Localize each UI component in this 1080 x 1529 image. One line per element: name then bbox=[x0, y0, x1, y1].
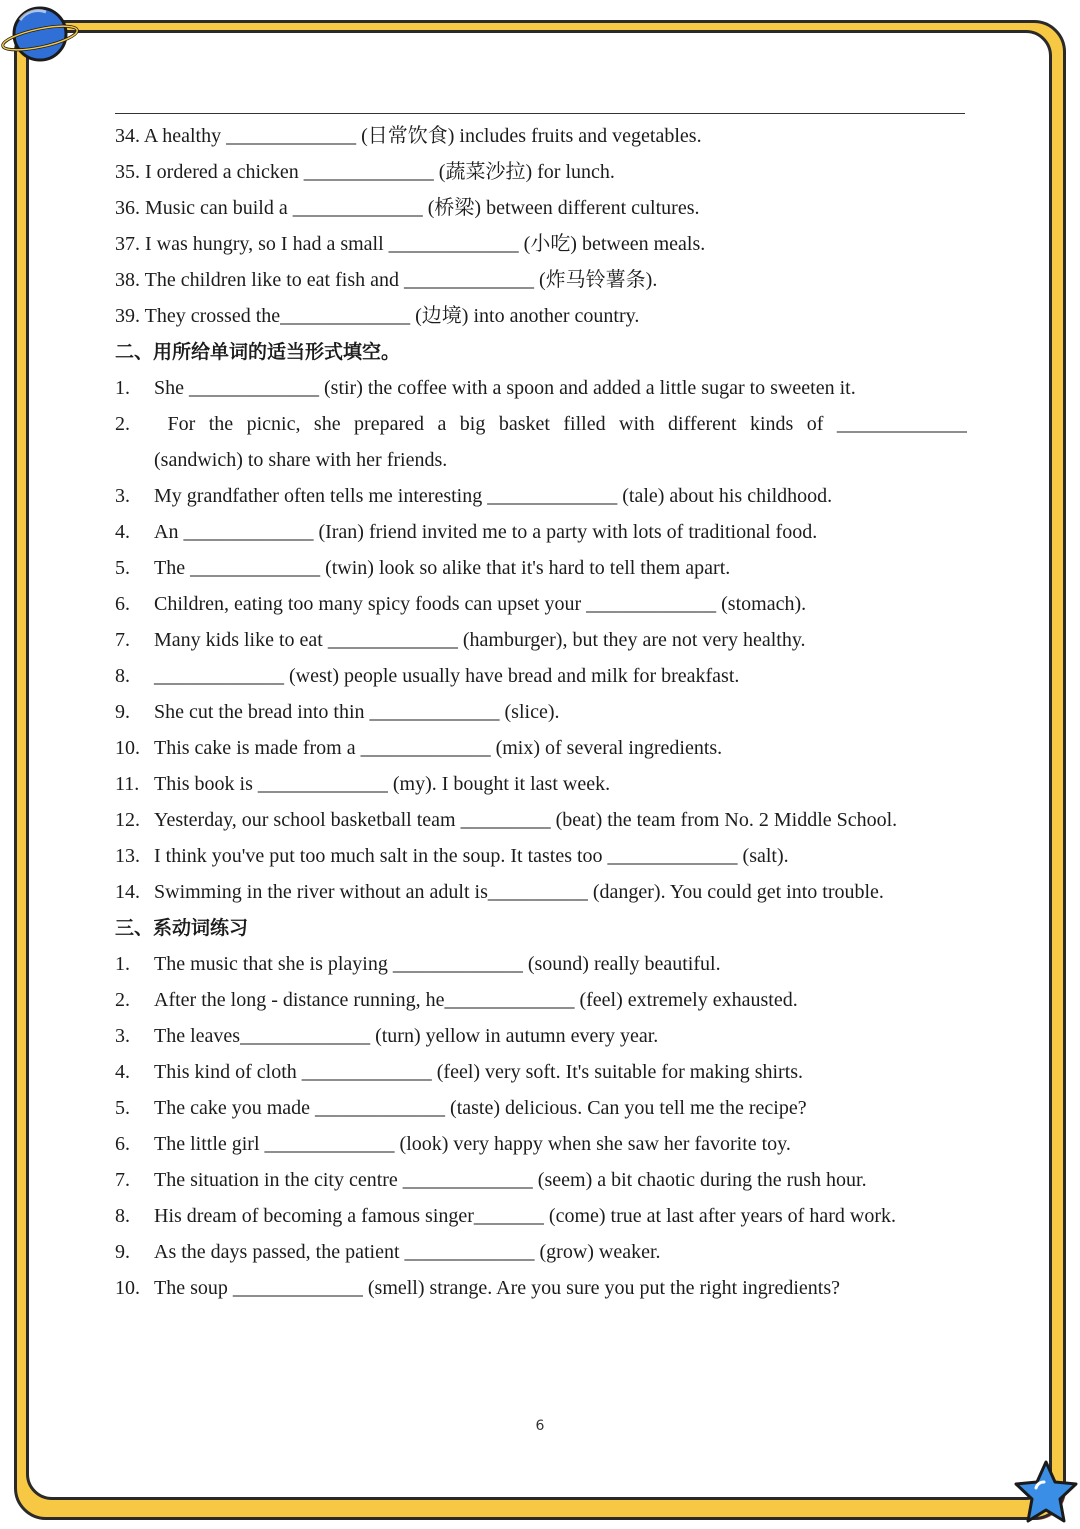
section2-item: 13. I think you've put too much salt in the soup. It tastes too _____________ (salt). bbox=[115, 845, 789, 867]
section3-item: 7. The situation in the city centre _____________ (seem) a bit chaotic during the rush hour. bbox=[115, 1169, 867, 1191]
question-39: 39. They crossed the_____________ (边境) into another country. bbox=[115, 305, 640, 327]
question-34: 34. A healthy _____________ (日常饮食) includes fruits and vegetables. bbox=[115, 125, 702, 147]
section3-item: 5. The cake you made _____________ (taste) delicious. Can you tell me the recipe? bbox=[115, 1097, 807, 1119]
section2-item: 3. My grandfather often tells me interesting _____________ (tale) about his childhood. bbox=[115, 485, 833, 507]
question-36: 36. Music can build a _____________ (桥梁) between different cultures. bbox=[115, 197, 700, 219]
section2-item: 6. Children, eating too many spicy foods can upset your _____________ (stomach). bbox=[115, 593, 807, 615]
page-number: 6 bbox=[535, 1418, 545, 1434]
section3-item: 2. After the long - distance running, he_____________ (feel) extremely exhausted. bbox=[115, 989, 798, 1011]
question-35: 35. I ordered a chicken _____________ (蔬菜沙拉) for lunch. bbox=[115, 161, 615, 183]
section2-item: 8. _____________ (west) people usually have bread and milk for breakfast. bbox=[115, 665, 740, 687]
section2-item: 1. She _____________ (stir) the coffee with a spoon and added a little sugar to sweeten it. bbox=[115, 377, 856, 399]
section2-heading: 二、用所给单词的适当形式填空。 bbox=[115, 341, 401, 363]
section2-item: 11. This book is _____________ (my). I bought it last week. bbox=[115, 773, 611, 795]
section2-item: 7. Many kids like to eat _____________ (hamburger), but they are not very healthy. bbox=[115, 629, 806, 651]
section3-item: 1. The music that she is playing _____________ (sound) really beautiful. bbox=[115, 953, 721, 975]
section3-item: 8. His dream of becoming a famous singer_______ (come) true at last after years of hard work. bbox=[115, 1205, 896, 1227]
part1-list bbox=[115, 118, 967, 334]
section2-item: 12. Yesterday, our school basketball team _________ (beat) the team from No. 2 Middle School. bbox=[115, 809, 898, 831]
section2-item: 14. Swimming in the river without an adult is__________ (danger). You could get into trouble. bbox=[115, 881, 884, 903]
section2-item: 9. She cut the bread into thin _____________ (slice). bbox=[115, 701, 560, 723]
question-38: 38. The children like to eat fish and _____________ (炸马铃薯条). bbox=[115, 269, 658, 291]
section3-item: 9. As the days passed, the patient _____________ (grow) weaker. bbox=[115, 1241, 661, 1263]
section2-item-justified: 2. For the picnic, she prepared a big basket filled with different kinds of _____________ bbox=[115, 413, 967, 435]
header-rule bbox=[115, 113, 965, 114]
section3-item: 4. This kind of cloth _____________ (feel) very soft. It's suitable for making shirts. bbox=[115, 1061, 804, 1083]
section2-item: 5. The _____________ (twin) look so alike that it's hard to tell them apart. bbox=[115, 557, 731, 579]
section3-list bbox=[115, 946, 967, 1306]
section2-item: 4. An _____________ (Iran) friend invited me to a party with lots of traditional food. bbox=[115, 521, 818, 543]
question-37: 37. I was hungry, so I had a small _____________ (小吃) between meals. bbox=[115, 233, 706, 255]
section2-item: 10. This cake is made from a _____________ (mix) of several ingredients. bbox=[115, 737, 723, 759]
star-icon bbox=[1012, 1458, 1080, 1526]
section3-heading: 三、系动词练习 bbox=[115, 917, 249, 939]
section3-item: 10. The soup _____________ (smell) strange. Are you sure you put the right ingredients? bbox=[115, 1277, 840, 1299]
worksheet-content bbox=[115, 118, 967, 1306]
section2-list bbox=[115, 370, 967, 910]
section3-item: 3. The leaves_____________ (turn) yellow in autumn every year. bbox=[115, 1025, 659, 1047]
section2-item-continuation: (sandwich) to share with her friends. bbox=[154, 449, 448, 471]
section3-item: 6. The little girl _____________ (look) very happy when she saw her favorite toy. bbox=[115, 1133, 791, 1155]
planet-icon bbox=[0, 0, 80, 70]
